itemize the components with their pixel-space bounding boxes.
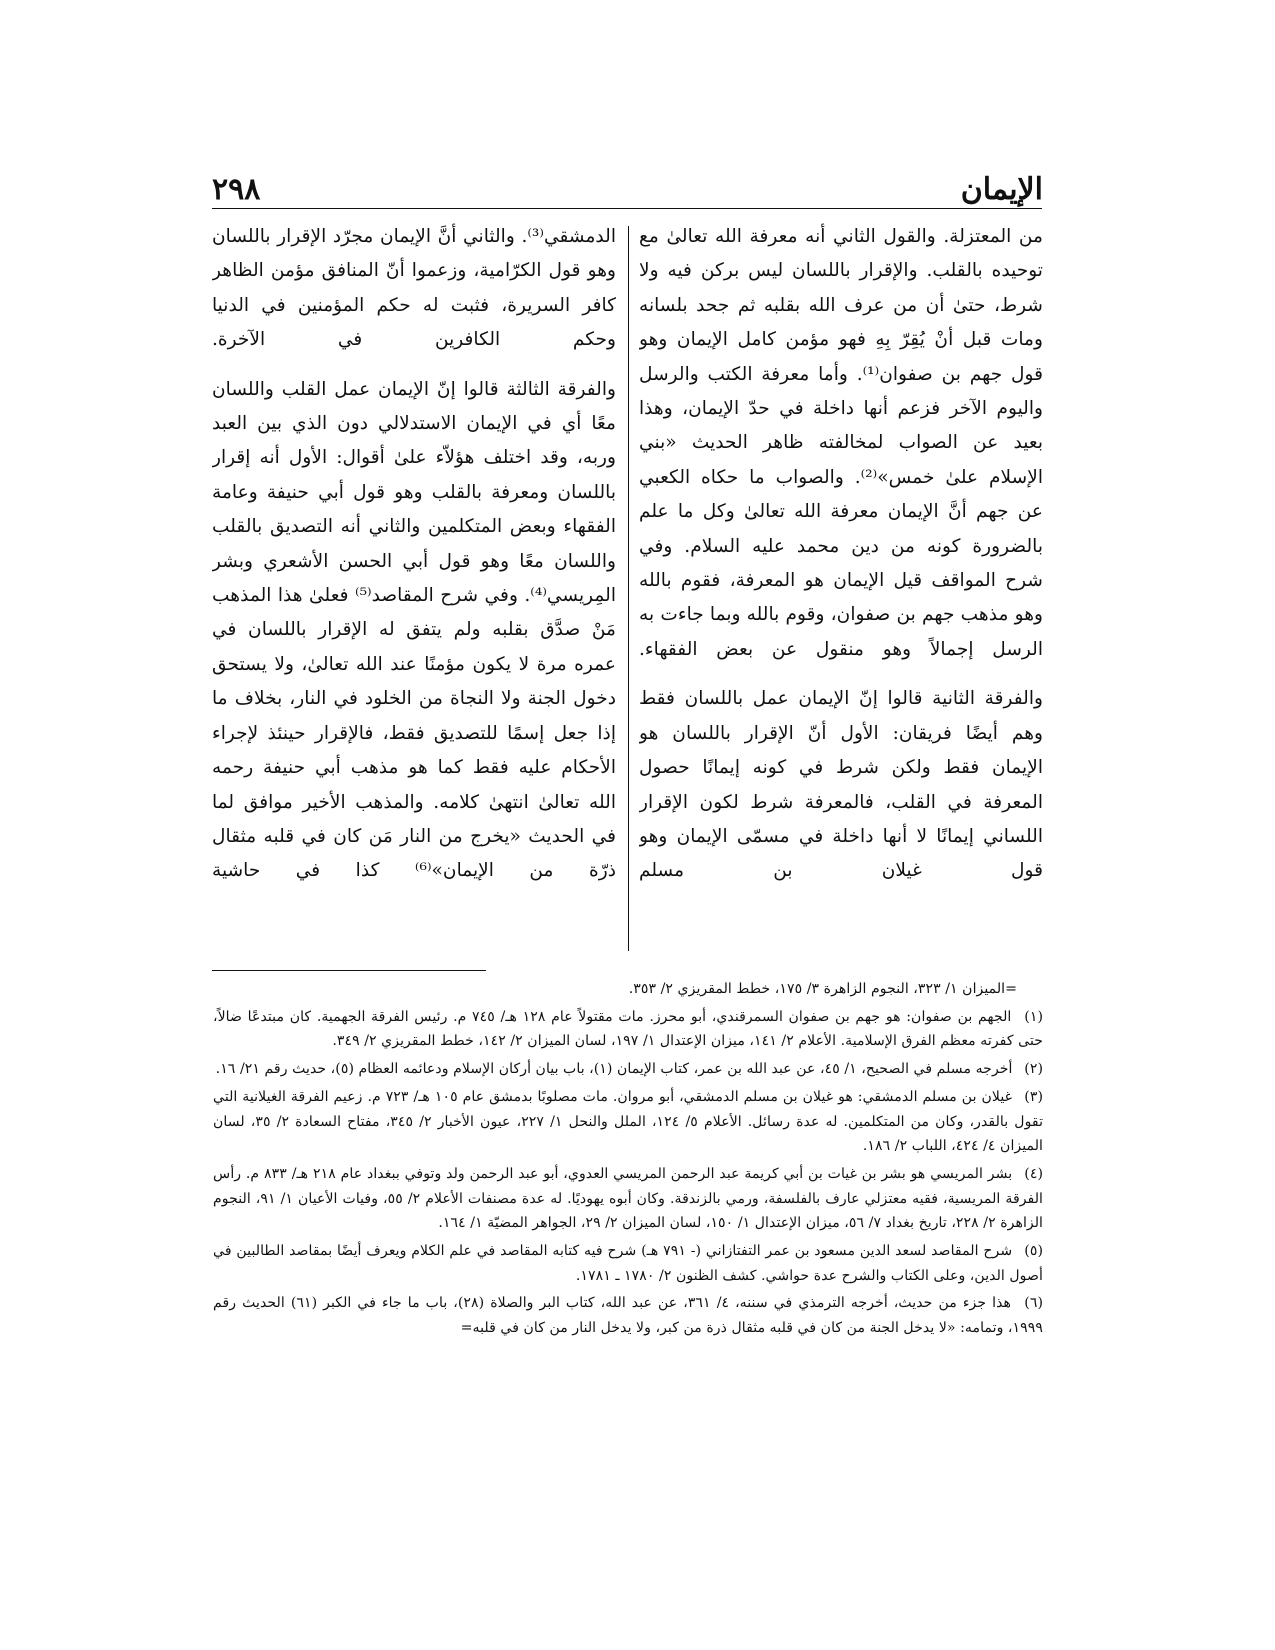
footnote-3 [213, 1085, 1043, 1159]
footnote-continuation [213, 977, 1043, 1002]
footnote-text: الجهم بن صفوان: هو جهم بن صفوان السمرقندي، أبو محرز. مات مقتولاً عام ١٢٨ هـ/ ٧٤٥ م. رئيس الفرقة الجهمية. كان مبتدعًا ضالاً، حتى كفرته معظم الفرق الإسلامية. الأعلام ٢/ ١٤١، ميزان الإعتدال ١/ ١٩٧، لسان الميزان ٢/ ١٤٢، خطط المقريزي ٢/ ٣٤٩. [213, 1008, 1043, 1050]
footnote-number: (٦) [1024, 1295, 1043, 1312]
footnote-number: (٥) [1024, 1243, 1043, 1260]
footnote-text: بشر المريسي هو بشر بن غيات بن أبي كريمة عبد الرحمن المريسي العدوي، أبو عبد الرحمن ولد وتوفي ببغداد عام ٢١٨ هـ/ ٨٣٣ م. رأس الفرقة المريسية، فقيه معتزلي عارف بالفلسفة، ورمي بالزندقة. وكان أبوه يهوديًا. له عدة مصنفات الأعلام ٢/ ٥٥، وفيات الأعيان ١/ ٩١، النجوم الزاهرة ٢/ ٢٢٨، تاريخ بغداد ٧/ ٥٦، ميزان الإعتدال ١/ ١٥٠، لسان الميزان ٢/ ٢٩، الجواهر المضيّة ١/ ١٦٤. [213, 1165, 1043, 1232]
footnote-4 [213, 1162, 1043, 1236]
running-title: الإيمان [960, 172, 1043, 207]
footnote-text: شرح المقاصد لسعد الدين مسعود بن عمر التفتازاني (- ٧٩١ هـ) شرح فيه كتابه المقاصد في علم الكلام ويعرف أيضًا بمقاصد الطالبين في أصول الدين، وعلى الكتاب والشرح عدة حواشي. كشف الظنون ٢/ ١٧٨٠ ـ ١٧٨١. [213, 1243, 1043, 1284]
footnote-number: (٢) [1024, 1061, 1043, 1078]
column-divider [628, 226, 629, 951]
footnotes [213, 977, 1043, 1402]
left-column-paragraph-1: الدمشقي⁽³⁾. والثاني أنَّ الإيمان مجرّد الإقرار باللسان وهو قول الكرّامية، وزعموا أنّ المنافق مؤمن الظاهر كافر السريرة، فثبت له حكم المؤمنين في الدنيا وحكم الكافرين في الآخرة. [212, 226, 616, 351]
footnote-6 [213, 1291, 1043, 1340]
header-rule [212, 208, 1042, 209]
footnote-number: (٣) [1024, 1088, 1043, 1105]
footnote-1 [213, 1005, 1043, 1054]
footnote-text: =الميزان ١/ ٣٢٣، النجوم الزاهرة ٣/ ١٧٥، خطط المقريزي ٢/ ٣٥٣. [628, 981, 1017, 997]
footnote-number: (٤) [1024, 1165, 1043, 1182]
footnote-text: أخرجه مسلم في الصحيح، ١/ ٤٥، عن عبد الله بن عمر، كتاب الإيمان (١)، باب بيان أركان الإسلام ودعائمه العظام (٥)، حديث رقم ٢١/ ١٦. [215, 1061, 1013, 1078]
page-number: ٢٩٨ [212, 172, 261, 207]
footnote-number: (١) [1024, 1008, 1043, 1025]
left-column-paragraph-2: والفرقة الثالثة قالوا إنّ الإيمان عمل القلب واللسان معًا أي في الإيمان الاستدلالي دون الذي بين العبد وربه، وقد اختلف هؤلاّء علىٰ أقوال: الأول أنه إقرار باللسان ومعرفة بالقلب وهو قول أبي حنيفة وعامة الفقهاء وبعض المتكلمين والثاني أنه التصديق بالقلب واللسان معًا وهو قول أبي الحسن الأشعري وبشر المِريسي⁽⁴⁾. وفي شرح المقاصد⁽⁵⁾ فعلىٰ هذا المذهب مَنْ صدَّق بقلبه ولم يتفق له الإقرار باللسان في عمره مرة لا يكون مؤمنًا عند الله تعالىٰ، ولا يستحق دخول الجنة ولا النجاة من الخلود في النار، بخلاف ما إذا جعل إسمًا للتصديق فقط، فالإقرار حينئذ لإجراء الأحكام عليه فقط كما هو مذهب أبي حنيفة رحمه الله تعالىٰ انتهىٰ كلامه. والمذهب الأخير موافق لما في الحديث «يخرج من النار مَن كان في قلبه مثقال ذرّة من الإيمان»⁽⁶⁾ كذا في حاشية [212, 378, 616, 882]
left-text-column [212, 220, 616, 953]
footnote-text: غيلان بن مسلم الدمشقي: هو غيلان بن مسلم الدمشقي، أبو مروان. مات مصلوبًا بدمشق عام ١٠٥ هـ/ ٧٢٣ م. زعيم الفرقة الغيلانية التي تقول بالقدر، وكان من المتكلمين. له عدة رسائل. الأعلام ٥/ ١٢٤، الملل والنحل ١/ ٢٢٧، عيون الأخبار ٢/ ٣٤٥، مفتاح السعادة ٢/ ٣٥، لسان الميزان ٤/ ٤٢٤، اللباب ٢/ ١٨٦. [213, 1088, 1043, 1155]
footnote-5 [213, 1239, 1043, 1288]
right-column-paragraph-2: والفرقة الثانية قالوا إنّ الإيمان عمل باللسان فقط وهم أيضًا فريقان: الأول أنّ الإقرار باللسان هو الإيمان فقط ولكن شرط في كونه إيمانًا حصول المعرفة في القلب، فالمعرفة شرط لكون الإقرار اللساني إيمانًا لا أنها داخلة في مسمّى الإيمان وهو قول غيلان بن مسلم [639, 688, 1043, 882]
footnote-2 [213, 1057, 1043, 1082]
footnote-text: هذا جزء من حديث، أخرجه الترمذي في سننه، ٤/ ٣٦١، عن عبد الله، كتاب البر والصلاة (٢٨)، باب ما جاء في الكبر (٦١) الحديث رقم ١٩٩٩، وتمامه: «لا يدخل الجنة من كان في قلبه مثقال ذرة من كبر، ولا يدخل النار من كان في قلبه= [213, 1295, 1043, 1337]
footnote-rule [212, 970, 486, 971]
right-text-column [639, 220, 1043, 953]
right-column-paragraph-1: من المعتزلة. والقول الثاني أنه معرفة الله تعالىٰ مع توحيده بالقلب. والإقرار باللسان ليس بركن فيه ولا شرط، حتىٰ أن من عرف الله بقلبه ثم جحد بلسانه ومات قبل أنْ يُقِرّ بِهِ فهو مؤمن كامل الإيمان وهو قول جهم بن صفوان⁽¹⁾. وأما معرفة الكتب والرسل واليوم الآخر فزعم أنها داخلة في حدّ الإيمان، وهذا بعيد عن الصواب لمخالفته ظاهر الحديث «بني الإسلام علىٰ خمس»⁽²⁾. والصواب ما حكاه الكعبي عن جهم أنَّ الإيمان معرفة الله تعالىٰ وكل ما علم بالضرورة كونه من دين محمد عليه السلام. وفي شرح المواقف قيل الإيمان هو المعرفة، فقوم بالله وهو مذهب جهم بن صفوان، وقوم بالله وبما جاءت به الرسل إجمالاً وهو منقول عن بعض الفقهاء. [639, 226, 1043, 660]
